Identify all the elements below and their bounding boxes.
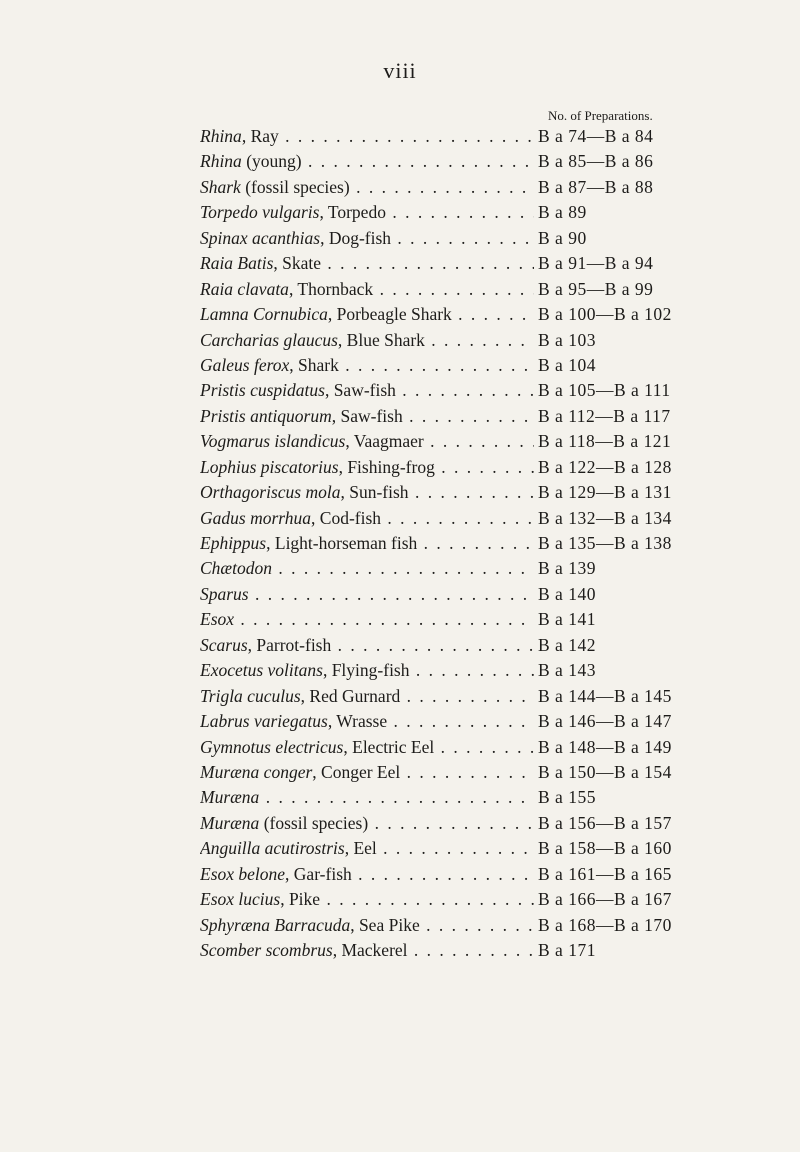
name-separator: , bbox=[340, 482, 350, 503]
scientific-name: Anguilla acutirostris bbox=[200, 838, 345, 859]
catalog-entry bbox=[200, 429, 760, 454]
preparation-number: B a 171 bbox=[538, 940, 596, 960]
name-separator: , bbox=[343, 736, 353, 757]
species-name bbox=[200, 633, 534, 658]
preparation-number: B a 142 bbox=[538, 634, 596, 655]
scientific-name: Lophius piscatorius bbox=[200, 456, 339, 477]
species-name bbox=[200, 785, 534, 810]
name-separator: , bbox=[324, 380, 334, 401]
catalog-entry bbox=[200, 938, 760, 963]
scientific-name: Raia clavata bbox=[200, 278, 289, 299]
catalog-entry bbox=[200, 582, 760, 607]
scientific-name: Galeus ferox bbox=[200, 354, 290, 375]
preparation-number: B a 140 bbox=[538, 583, 596, 604]
name-separator: , bbox=[337, 329, 347, 350]
species-name bbox=[200, 175, 534, 200]
preparation-number: B a 168—B a 170 bbox=[538, 914, 672, 935]
species-name bbox=[200, 938, 534, 963]
catalog-entry bbox=[200, 175, 760, 200]
scientific-name: Muræna bbox=[200, 812, 260, 833]
catalog-entry bbox=[200, 455, 760, 480]
name-separator: , bbox=[312, 761, 322, 782]
name-separator: , bbox=[280, 889, 289, 910]
common-name: Electric Eel bbox=[352, 736, 435, 757]
species-name bbox=[200, 506, 534, 531]
species-name bbox=[200, 353, 534, 378]
scientific-name: Labrus variegatus bbox=[200, 711, 328, 732]
name-separator: , bbox=[327, 711, 337, 732]
name-separator: , bbox=[300, 685, 310, 706]
name-separator: , bbox=[338, 456, 348, 477]
preparation-number: B a 150—B a 154 bbox=[538, 761, 672, 782]
scientific-name: Sphyræna Barracuda bbox=[200, 914, 351, 935]
scientific-name: Shark bbox=[200, 176, 241, 197]
common-name: Blue Shark bbox=[346, 329, 425, 350]
name-separator: , bbox=[289, 354, 299, 375]
preparation-number: B a 90 bbox=[538, 227, 587, 248]
scientific-name: Gymnotus electricus bbox=[200, 736, 344, 757]
catalog-entry bbox=[200, 556, 760, 581]
scientific-name: Chætodon bbox=[200, 558, 272, 579]
catalog-entry bbox=[200, 124, 760, 149]
catalog-entry bbox=[200, 328, 760, 353]
preparation-number: B a 89 bbox=[538, 202, 587, 223]
scientific-name: Scarus bbox=[200, 634, 248, 655]
catalog-entry bbox=[200, 302, 760, 327]
scientific-name: Scomber scombrus bbox=[200, 940, 333, 960]
scientific-name: Ephippus bbox=[200, 533, 267, 553]
scientific-name: Vogmarus islandicus bbox=[200, 431, 346, 452]
preparation-number: B a 144—B a 145 bbox=[538, 685, 672, 706]
common-name: Torpedo bbox=[327, 202, 386, 223]
common-name: Fishing-frog bbox=[347, 456, 435, 477]
scientific-name: Carcharias glaucus bbox=[200, 329, 338, 350]
name-separator: , bbox=[332, 940, 342, 960]
species-name bbox=[200, 913, 534, 938]
common-name: Wrasse bbox=[336, 711, 388, 732]
scientific-name: Trigla cuculus bbox=[200, 685, 301, 706]
common-name: Saw-fish bbox=[340, 405, 403, 426]
scientific-name: Pristis cuspidatus bbox=[200, 380, 325, 401]
catalog-entry bbox=[200, 226, 760, 251]
catalog-entry bbox=[200, 862, 760, 887]
scientific-name: Lamna Cornubica bbox=[200, 304, 328, 325]
preparation-number: B a 91—B a 94 bbox=[538, 253, 654, 274]
preparation-number: B a 118—B a 121 bbox=[538, 431, 672, 452]
preparation-number: B a 132—B a 134 bbox=[538, 507, 672, 528]
common-name: Light-horseman fish bbox=[274, 533, 418, 553]
species-name bbox=[200, 556, 534, 581]
species-name bbox=[200, 658, 534, 683]
species-name bbox=[200, 251, 534, 276]
common-name: Skate bbox=[282, 253, 322, 274]
scientific-name: Raia Batis bbox=[200, 253, 274, 274]
species-name bbox=[200, 760, 534, 785]
preparation-number: B a 112—B a 117 bbox=[538, 405, 671, 426]
species-name bbox=[200, 378, 534, 403]
catalog-entry bbox=[200, 200, 760, 225]
scientific-name: Muræna bbox=[200, 787, 260, 808]
name-separator: , bbox=[266, 533, 275, 553]
preparation-number: B a 100—B a 102 bbox=[538, 304, 672, 325]
name-separator: , bbox=[331, 405, 341, 426]
name-separator: , bbox=[285, 863, 294, 884]
common-name: Gar-fish bbox=[293, 863, 352, 884]
catalog-entry bbox=[200, 887, 760, 912]
name-separator: , bbox=[247, 634, 257, 655]
scientific-name: Sparus bbox=[200, 583, 249, 604]
common-name: Pike bbox=[288, 889, 321, 910]
scientific-name: Muræna conger bbox=[200, 761, 313, 782]
catalog-list bbox=[200, 124, 760, 963]
common-name: Sun-fish bbox=[349, 482, 409, 503]
preparation-number: B a 161—B a 165 bbox=[538, 863, 672, 884]
preparation-number: B a 95—B a 99 bbox=[538, 278, 654, 299]
catalog-entry bbox=[200, 353, 760, 378]
catalog-entry bbox=[200, 251, 760, 276]
preparation-number: B a 158—B a 160 bbox=[538, 838, 672, 859]
preparation-number: B a 135—B a 138 bbox=[538, 533, 672, 553]
catalog-entry bbox=[200, 277, 760, 302]
catalog-entry bbox=[200, 658, 760, 683]
preparation-number: B a 148—B a 149 bbox=[538, 736, 672, 757]
name-separator: , bbox=[311, 507, 320, 528]
scientific-name: Gadus morrhua bbox=[200, 507, 312, 528]
common-name: Shark bbox=[298, 354, 339, 375]
species-name bbox=[200, 455, 534, 480]
species-name bbox=[200, 735, 534, 760]
preparation-number: B a 85—B a 86 bbox=[538, 151, 654, 172]
name-separator: , bbox=[241, 126, 251, 146]
catalog-entry bbox=[200, 506, 760, 531]
preparation-number: B a 166—B a 167 bbox=[538, 889, 672, 910]
preparation-number: B a 105—B a 111 bbox=[538, 380, 671, 401]
common-name: Cod-fish bbox=[319, 507, 382, 528]
common-name: Ray bbox=[250, 126, 279, 146]
preparation-number: B a 156—B a 157 bbox=[538, 812, 672, 833]
common-name: Saw-fish bbox=[333, 380, 396, 401]
species-name bbox=[200, 277, 534, 302]
preparation-number: B a 74—B a 84 bbox=[538, 126, 654, 146]
common-name: Porbeagle Shark bbox=[336, 304, 452, 325]
common-name: Eel bbox=[353, 838, 377, 859]
catalog-entry bbox=[200, 149, 760, 174]
name-separator: , bbox=[319, 202, 328, 223]
species-name bbox=[200, 124, 534, 149]
species-name bbox=[200, 862, 534, 887]
catalog-entry bbox=[200, 811, 760, 836]
preparation-number: B a 129—B a 131 bbox=[538, 482, 672, 503]
species-name bbox=[200, 811, 534, 836]
species-name bbox=[200, 480, 534, 505]
common-name: Vaagmaer bbox=[353, 431, 424, 452]
scientific-name: Torpedo vulgaris bbox=[200, 202, 320, 223]
common-name: Conger Eel bbox=[321, 761, 401, 782]
catalog-entry bbox=[200, 633, 760, 658]
common-name: (fossil species) bbox=[245, 176, 350, 197]
species-name bbox=[200, 226, 534, 251]
preparation-number: B a 141 bbox=[538, 609, 596, 630]
species-name bbox=[200, 836, 534, 861]
page-number: viii bbox=[383, 58, 417, 83]
common-name: Sea Pike bbox=[358, 914, 420, 935]
species-name bbox=[200, 531, 534, 556]
catalog-entry bbox=[200, 836, 760, 861]
species-name bbox=[200, 149, 534, 174]
catalog-entry bbox=[200, 735, 760, 760]
scientific-name: Orthagoriscus mola bbox=[200, 482, 341, 503]
preparation-number: B a 104 bbox=[538, 354, 596, 375]
common-name: Red Gurnard bbox=[309, 685, 401, 706]
species-name bbox=[200, 429, 534, 454]
species-name bbox=[200, 607, 534, 632]
name-separator: , bbox=[320, 227, 329, 248]
catalog-entry bbox=[200, 480, 760, 505]
scientific-name: Exocetus volitans bbox=[200, 660, 323, 681]
catalog-entry bbox=[200, 404, 760, 429]
common-name: Dog-fish bbox=[328, 227, 392, 248]
scientific-name: Pristis antiquorum bbox=[200, 405, 332, 426]
catalog-entry bbox=[200, 607, 760, 632]
preparation-number: B a 122—B a 128 bbox=[538, 456, 672, 477]
species-name bbox=[200, 887, 534, 912]
scientific-name: Esox lucius bbox=[200, 889, 281, 910]
species-name bbox=[200, 684, 534, 709]
catalog-entry bbox=[200, 760, 760, 785]
name-separator: , bbox=[350, 914, 359, 935]
name-separator: , bbox=[288, 278, 298, 299]
preparation-number: B a 139 bbox=[538, 558, 596, 579]
name-separator: , bbox=[344, 838, 354, 859]
catalog-entry bbox=[200, 913, 760, 938]
species-name bbox=[200, 200, 534, 225]
preparation-number: B a 87—B a 88 bbox=[538, 176, 654, 197]
species-name bbox=[200, 404, 534, 429]
common-name: Parrot-fish bbox=[256, 634, 332, 655]
catalog-entry bbox=[200, 709, 760, 734]
preparation-number: B a 103 bbox=[538, 329, 596, 350]
species-name bbox=[200, 709, 534, 734]
name-separator: , bbox=[322, 660, 332, 681]
preparation-number: B a 155 bbox=[538, 787, 596, 808]
common-name: (young) bbox=[246, 151, 302, 172]
catalog-entry bbox=[200, 531, 760, 556]
scientific-name: Rhina bbox=[200, 126, 242, 146]
species-name bbox=[200, 302, 534, 327]
preparation-number: B a 143 bbox=[538, 660, 596, 681]
name-separator: , bbox=[273, 253, 283, 274]
scientific-name: Esox belone bbox=[200, 863, 286, 884]
common-name: (fossil species) bbox=[263, 812, 369, 833]
common-name: Flying-fish bbox=[331, 660, 410, 681]
scientific-name: Esox bbox=[200, 609, 235, 630]
scientific-name: Rhina bbox=[200, 151, 242, 172]
name-separator: , bbox=[327, 304, 337, 325]
scientific-name: Spinax acanthias bbox=[200, 227, 321, 248]
preparation-number: B a 146—B a 147 bbox=[538, 711, 672, 732]
species-name bbox=[200, 328, 534, 353]
common-name: Mackerel bbox=[341, 940, 408, 960]
catalog-entry bbox=[200, 378, 760, 403]
common-name: Thornback bbox=[297, 278, 374, 299]
name-separator: , bbox=[345, 431, 354, 452]
column-header: No. of Preparations. bbox=[548, 108, 653, 123]
catalog-entry bbox=[200, 785, 760, 810]
species-name bbox=[200, 582, 534, 607]
catalog-entry bbox=[200, 684, 760, 709]
